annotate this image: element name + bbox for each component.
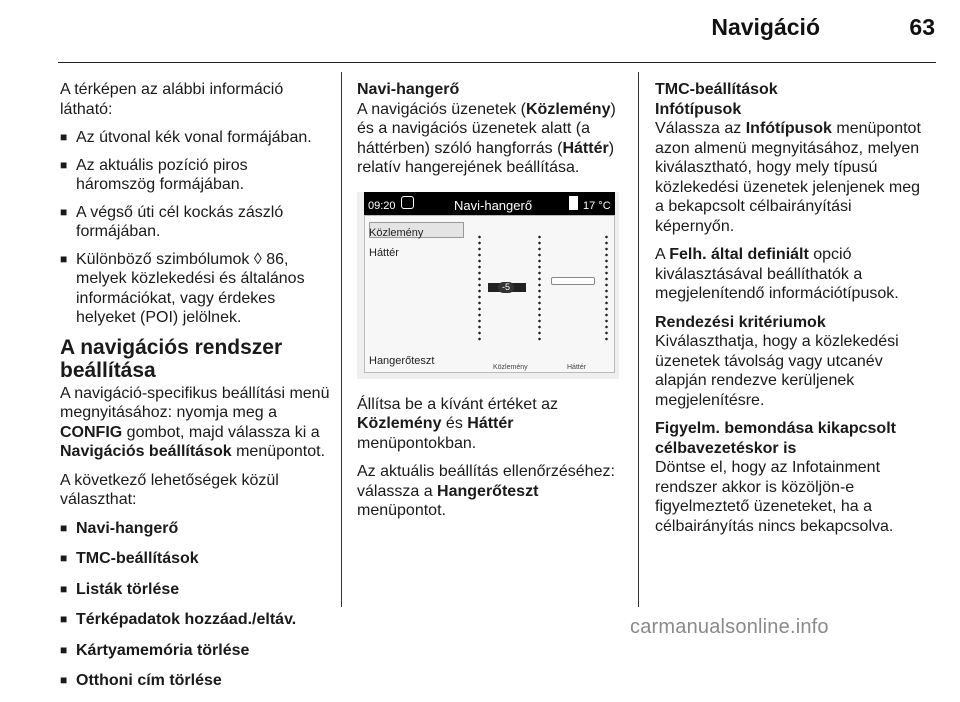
paragraph: Kiválaszthatja, hogy a közlekedési üzenetek távolság vagy utcanév alapján rendezve kerüljenek megjelenítésre. (655, 333, 899, 409)
column-divider (341, 72, 342, 607)
slider-value: -5 (498, 282, 514, 293)
paragraph: A navigációs üzenetek (Közlemény) és a navigációs üzenetek alatt (a háttérben) szóló hangforrás (Háttér) relatív hangerejének beállítása. (357, 100, 616, 176)
screen-status-bar (364, 192, 615, 215)
column-divider (638, 72, 639, 607)
screen-title: Navi-hangerő (454, 197, 533, 213)
column-middle (357, 80, 622, 530)
paragraph: A következő lehetőségek közül választhat: (60, 471, 279, 508)
phone-icon (569, 196, 578, 210)
screen-panel (364, 215, 615, 373)
menu-item: ■ Navi-hangerő (60, 519, 330, 539)
paragraph: A Felh. által definiált opció kiválasztásával beállíthatók a megjelenítendő információtípusok. (655, 246, 899, 302)
page-title: Navigáció (711, 14, 820, 40)
back-icon (401, 196, 414, 209)
scale-dots (478, 234, 481, 342)
scale-dots (538, 234, 541, 342)
intro-text: A térképen az alábbi információ látható: (60, 81, 284, 118)
section-heading: A navigációs rendszer beállítása (60, 335, 283, 382)
menu-item: ■ TMC-beállítások (60, 549, 330, 569)
subheading: Figyelm. bemondása kikapcsolt célbavezetéskor is (655, 420, 896, 457)
menu-item: ■ Térképadatok hozzáad./eltáv. (60, 610, 330, 630)
slider-label-background: Háttér (567, 363, 587, 371)
page-number: 63 (909, 14, 935, 40)
screen-item-background: Háttér (369, 246, 399, 259)
column-left (60, 80, 330, 702)
menu-item: ■ Listák törlése (60, 580, 330, 600)
screen-item-volume-test: Hangerőteszt (369, 354, 435, 367)
slider-bar (551, 277, 595, 285)
menu-item: ■ Kártyamemória törlése (60, 641, 330, 661)
section-heading: TMC-beállítások (655, 81, 778, 98)
watermark: carmanualsonline.info (630, 616, 829, 638)
screen-item-announcement: Közlemény (369, 226, 424, 239)
header-rule (58, 62, 936, 63)
scale-dots (605, 234, 608, 342)
paragraph: A navigáció-specifikus beállítási menü megnyitásához: nyomja meg a CONFIG gombot, majd válassza ki a Navigációs beállítások menüpontot. (60, 384, 330, 460)
list-item: ■ Az aktuális pozíció piros háromszög formájában. (60, 156, 330, 195)
subheading: Rendezési kritériumok (655, 313, 826, 331)
screen-body (364, 215, 615, 373)
column-right (655, 80, 925, 545)
paragraph: Válassza az Infótípusok menüpontot azon almenü megnyitásához, melyen kiválasztható, hogy mely típusú közlekedési üzenetek jelenjenek meg a bekapcsolt célbairányítási képernyőn. (655, 120, 921, 235)
list-item: ■ A végső úti cél kockás zászló formájában. (60, 203, 330, 242)
list-item: ■ Az útvonal kék vonal formájában. (60, 128, 330, 148)
section-heading: Navi-hangerő (357, 81, 460, 98)
paragraph: Döntse el, hogy az Infotainment rendszer akkor is közöljön-e figyelmeztető üzeneteket, ha a célbairányítás nincs bekapcsolva. (655, 459, 894, 535)
list-item: ■ Különböző szimbólumok ◊ 86, melyek közlekedési és általános információkat, vagy érdekes helyeket (POI) jelölnek. (60, 250, 330, 328)
screen-illustration (357, 192, 619, 379)
screen-time: 09:20 (368, 199, 396, 212)
paragraph: Állítsa be a kívánt értéket az Közlemény és Háttér menüpontokban. (357, 395, 558, 452)
screen-temperature: 17 °C (583, 199, 611, 212)
slider-label-announcement: Közlemény (493, 363, 528, 371)
subheading: Infótípusok (655, 100, 742, 118)
menu-item: ■ Otthoni cím törlése (60, 671, 330, 691)
paragraph: Az aktuális beállítás ellenőrzéséhez: válassza a Hangerőteszt menüpontot. (357, 463, 615, 519)
